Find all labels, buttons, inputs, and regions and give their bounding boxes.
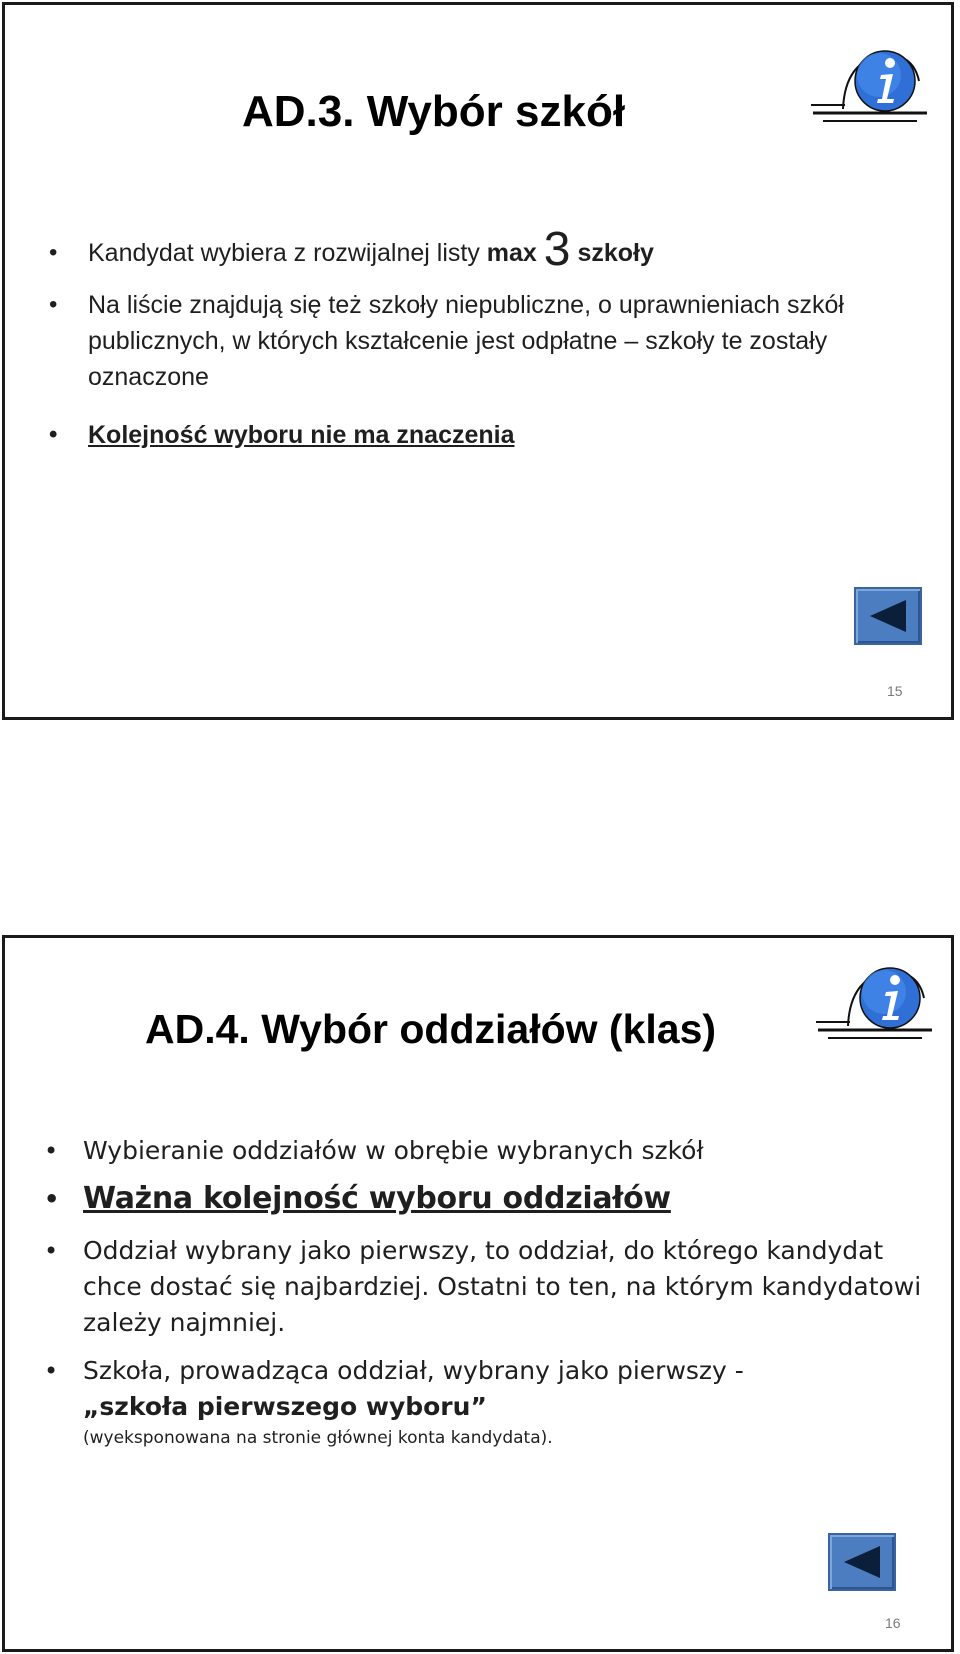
bullet-list (45, 223, 925, 453)
slide-15 (2, 2, 954, 720)
page-number: 15 (887, 683, 903, 699)
list-item: • Kandydat wybiera z rozwijalnej listy max 3 szkoły (49, 223, 654, 276)
slide-16 (2, 935, 954, 1652)
bullet-text: Na liście znajdują się też szkoły niepubliczne, o uprawnieniach szkół publicznych, w których kształcenie jest odpłatne – szkoły te zostały oznaczone (88, 291, 844, 391)
bullet-list (40, 1133, 930, 1451)
bullet-text: Ważna kolejność wyboru oddziałów (83, 1181, 671, 1216)
slide-title: AD.3. Wybór szkół (242, 87, 626, 136)
bullet-number: 3 (543, 223, 571, 276)
slide-title: AD.4. Wybór oddziałów (klas) (145, 1006, 717, 1052)
list-item: • Wybieranie oddziałów w obrębie wybranych szkół (44, 1136, 704, 1165)
info-icon (805, 41, 935, 141)
info-icon (810, 958, 940, 1058)
bullet-emphasis: szkoły (577, 239, 654, 267)
list-item: • Oddział wybrany jako pierwszy, to oddział, do którego kandydat chce dostać się najbardziej. Ostatni to ten, na którym kandydatowi zależy najmniej. (44, 1236, 922, 1337)
list-item: • Szkoła, prowadząca oddział, wybrany jako pierwszy - „szkoła pierwszego wyboru” (wyeksponowana na stronie głównej konta kandydata). (40, 1353, 930, 1451)
list-item: • Kolejność wyboru nie ma znaczenia (49, 421, 515, 449)
list-item: • Na liście znajdują się też szkoły niepubliczne, o uprawnieniach szkół publicznych, w których kształcenie jest odpłatne – szkoły te zostały oznaczone (49, 291, 844, 391)
bullet-emphasis: max (486, 239, 537, 267)
bullet-emphasis: „szkoła pierwszego wyboru” (83, 1392, 487, 1421)
bullet-text: Kandydat wybiera z rozwijalnej listy (88, 239, 487, 267)
bullet-text: Kolejność wyboru nie ma znaczenia (88, 421, 515, 449)
bullet-text: Oddział wybrany jako pierwszy, to oddział, do którego kandydat chce dostać się najbardziej. Ostatni to ten, na którym kandydatowi zależy najmniej. (83, 1236, 922, 1337)
list-item: • Ważna kolejność wyboru oddziałów (44, 1181, 671, 1216)
page-number: 16 (885, 1615, 901, 1631)
bullet-text: Szkoła, prowadząca oddział, wybrany jako pierwszy - (83, 1356, 744, 1385)
bullet-note: (wyeksponowana na stronie głównej konta kandydata). (83, 1428, 553, 1448)
back-arrow-icon (840, 1544, 884, 1580)
back-button[interactable] (854, 587, 922, 645)
back-arrow-icon (866, 598, 910, 634)
bullet-text: Wybieranie oddziałów w obrębie wybranych szkół (83, 1136, 704, 1165)
back-button[interactable] (828, 1533, 896, 1591)
